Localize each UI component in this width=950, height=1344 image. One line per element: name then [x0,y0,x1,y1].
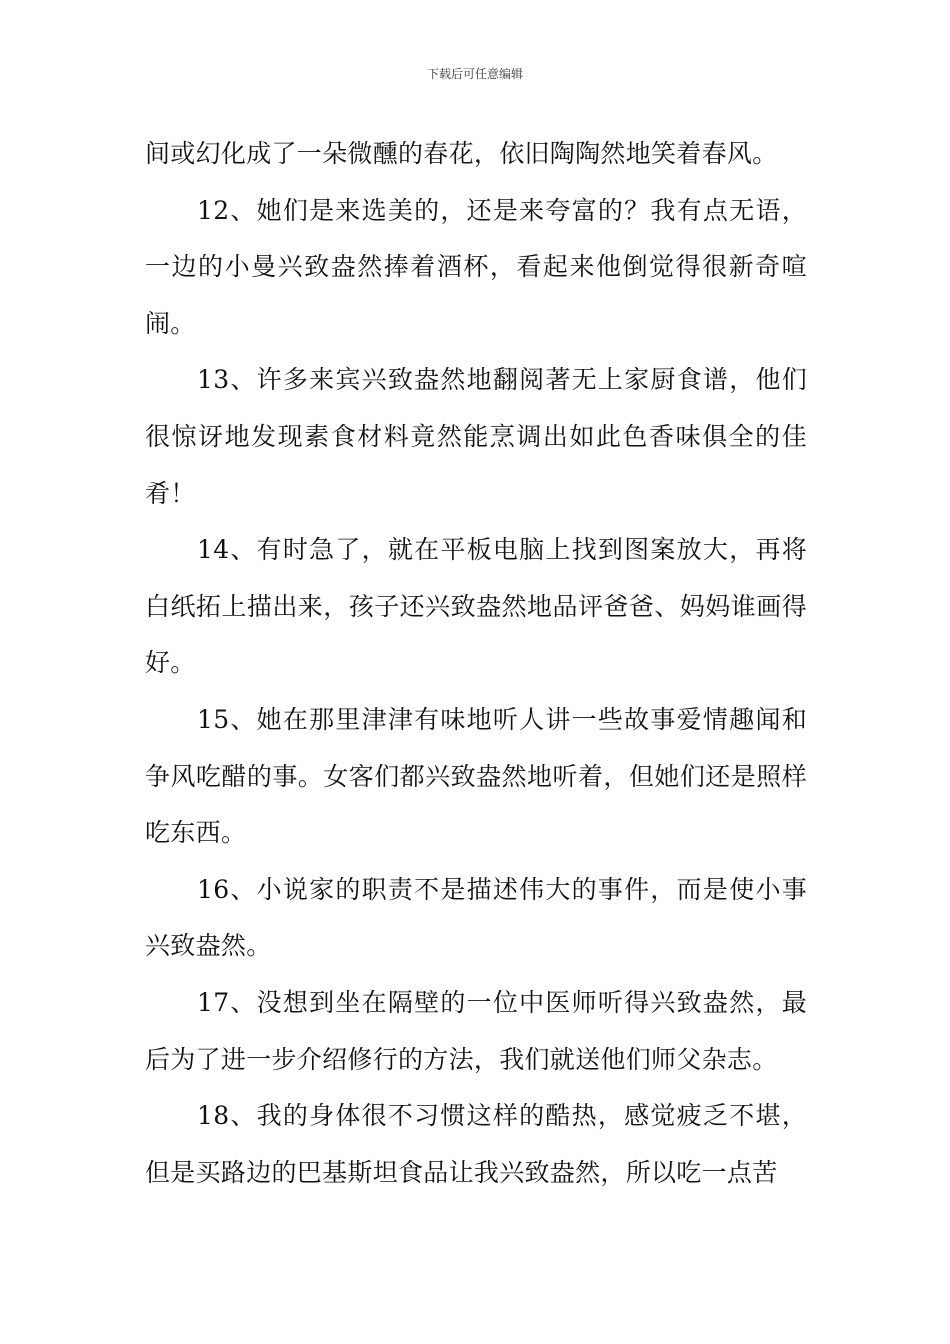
paragraph-item-15: 15、她在那里津津有味地听人讲一些故事爱情趣闻和争风吃醋的事。女客们都兴致盎然地听着，但她们还是照样吃东西。 [145,704,807,848]
paragraph-item-18: 18、我的身体很不习惯这样的酷热，感觉疲乏不堪，但是买路边的巴基斯坦食品让我兴致盎然，所以吃一点苦 [145,1101,807,1187]
paragraph-item-13: 13、许多来宾兴致盎然地翻阅著无上家厨食谱，他们很惊讶地发现素食材料竟然能烹调出如此色香味俱全的佳肴！ [145,365,807,508]
paragraph-continuation: 间或幻化成了一朵微醺的春花，依旧陶陶然地笑着春风。 [145,139,778,168]
page-header-note: 下载后可任意编辑 [426,67,523,81]
paragraph-item-14: 14、有时急了，就在平板电脑上找到图案放大，再将白纸拓上描出来，孩子还兴致盎然地品评爸爸、妈妈谁画得好。 [145,535,807,678]
paragraph-item-16: 16、小说家的职责不是描述伟大的事件，而是使小事兴致盎然。 [145,874,807,961]
document-body [145,126,807,1201]
paragraph-item-17: 17、没想到坐在隔壁的一位中医师听得兴致盎然，最后为了进一步介绍修行的方法，我们就送他们师父杂志。 [145,987,807,1074]
paragraph-item-12: 12、她们是来选美的，还是来夸富的？我有点无语，一边的小曼兴致盎然捧着酒杯，看起来他倒觉得很新奇喧闹。 [145,195,807,338]
